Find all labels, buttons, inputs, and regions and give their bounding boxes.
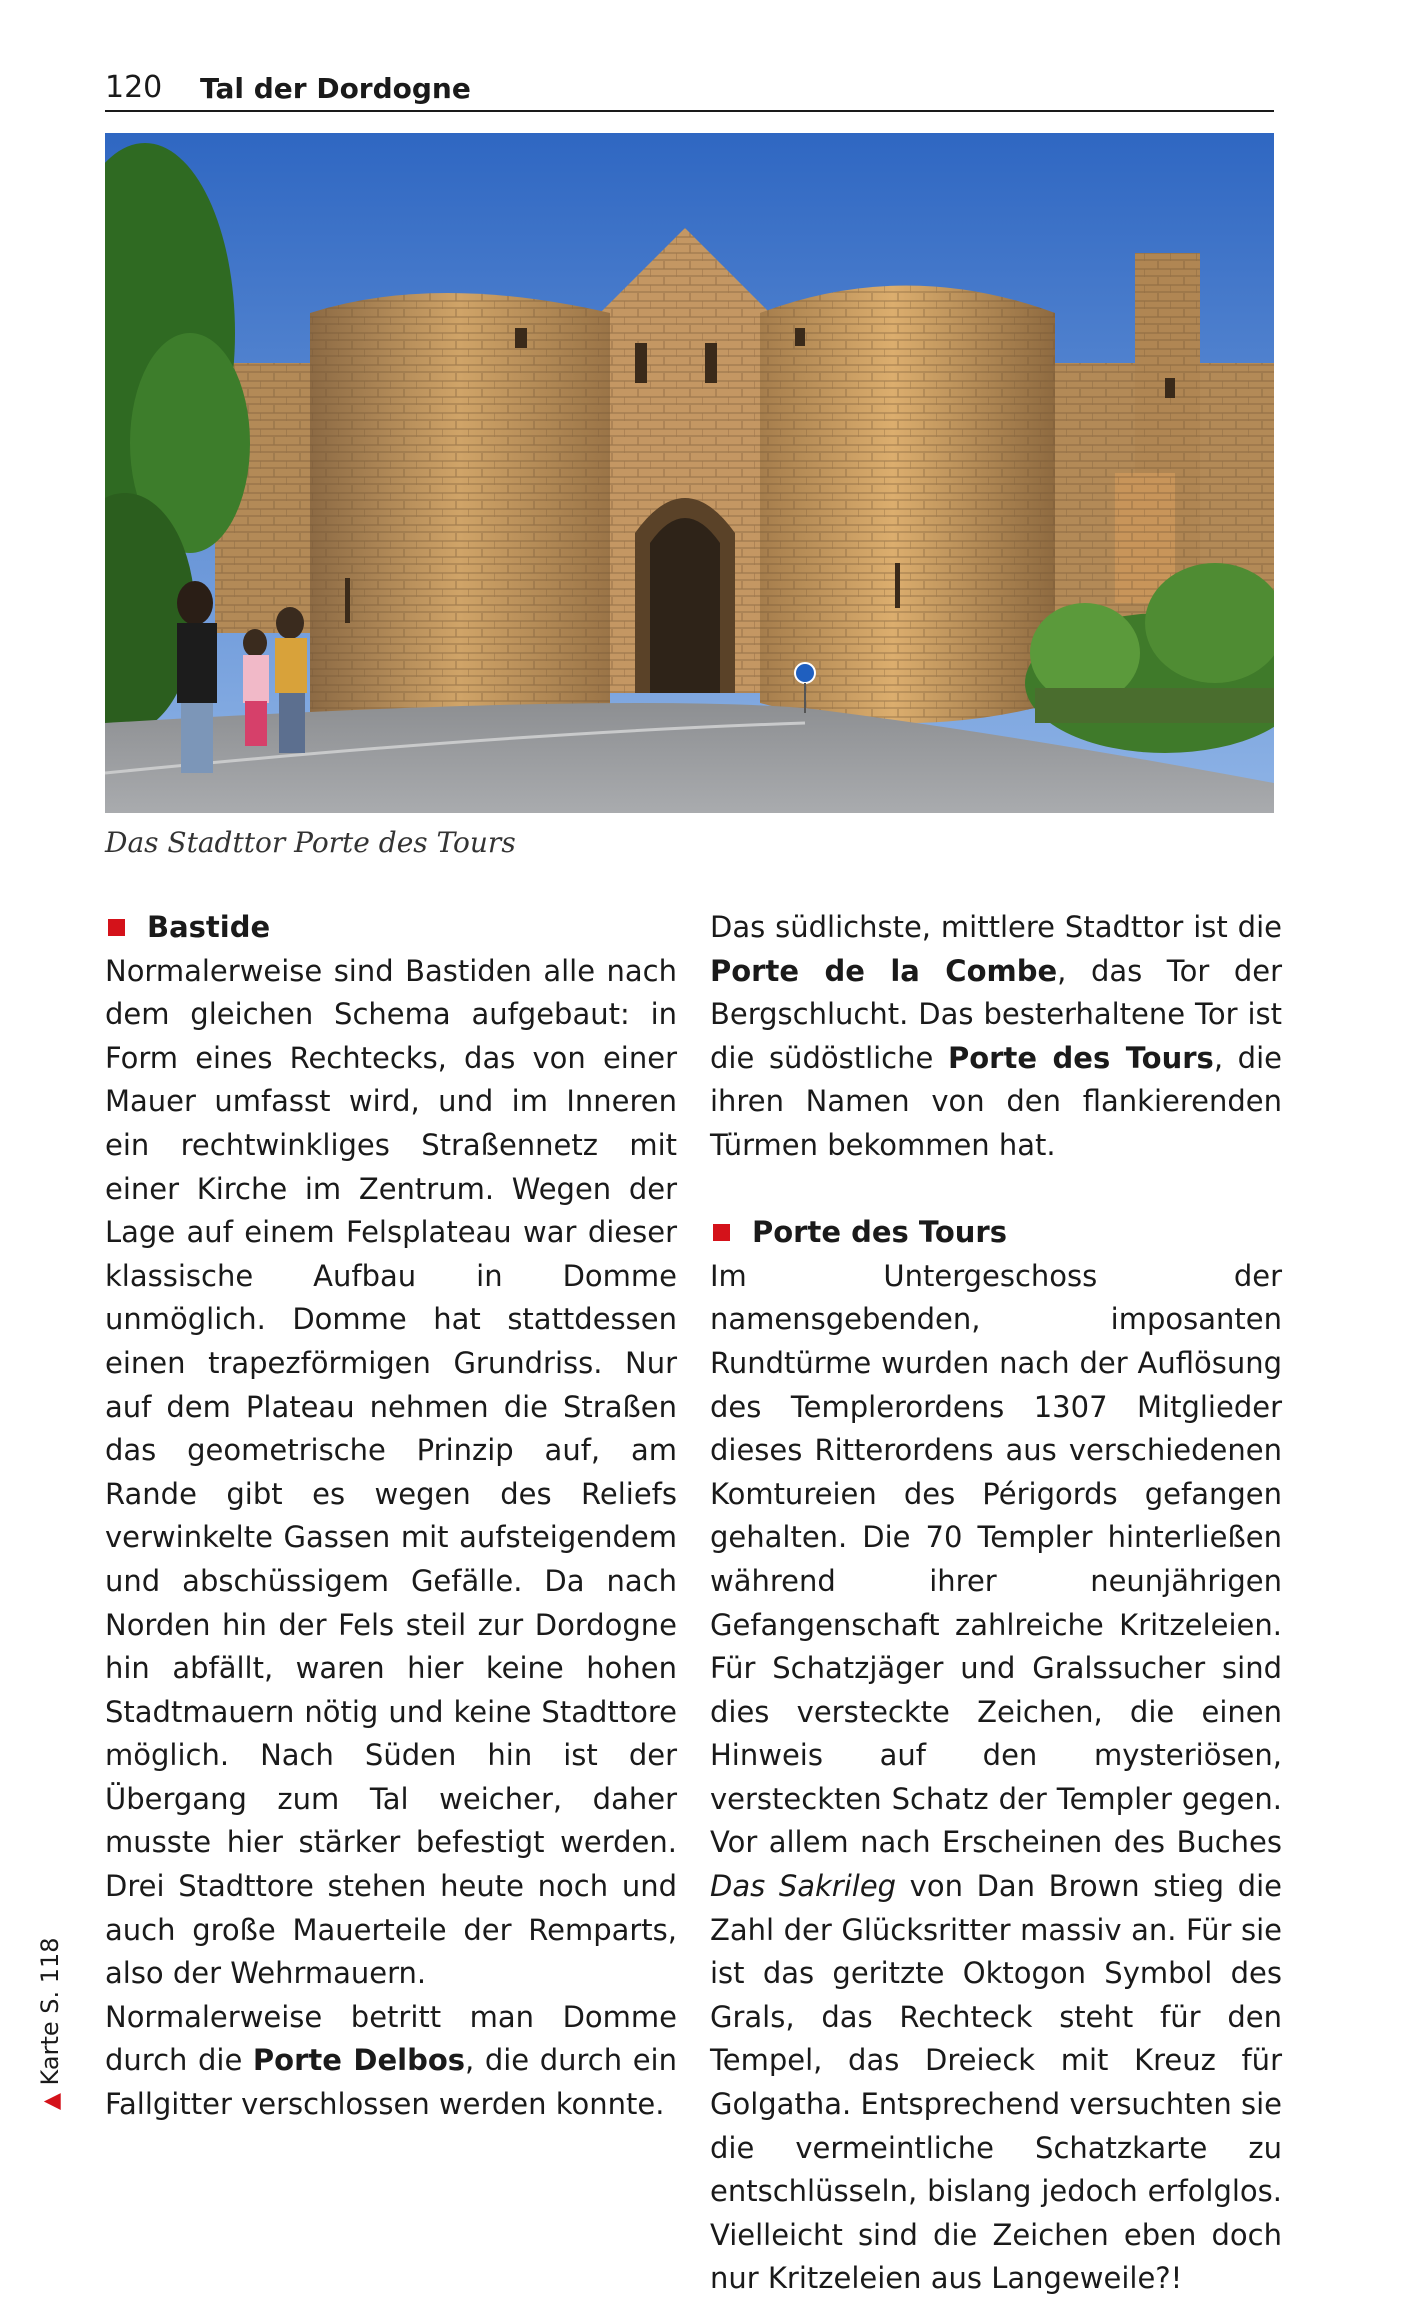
red-square-marker-icon [713, 1224, 730, 1241]
section-heading-porte-des-tours [710, 1211, 1282, 1255]
photo-caption: Das Stadttor Porte des Tours [105, 826, 516, 859]
paragraph-stadttore [105, 1996, 677, 2127]
text-run: Das südlichste, mittlere Stadttor ist die [710, 910, 1282, 944]
running-header [105, 66, 1274, 112]
heading-text: Bastide [147, 910, 271, 944]
text-run: Im Untergeschoss der namensgebenden, imposanten Rundtürme wurden nach der Auflösung des Templerordens 1307 Mitglieder dieses Ritterordens aus verschiedenen Komtureien des Périgords gefangen gehalten. Die 70 Templer hinterließen während ihrer neunjährigen Gefangenschaft zahlreiche Kritzeleien. Für Schatzjäger und Gralssucher sind dies versteckte Zeichen, die einen Hinweis auf den mysteriösen, versteckten Schatz der Templer gegen. Vor allem nach Erscheinen des Buches [710, 1258, 1282, 1860]
paragraph-stadttore-continued [710, 906, 1282, 1168]
text-column-left [105, 906, 677, 2127]
text-run: Normalerweise betritt man Domme durch die [105, 1999, 677, 2078]
text-column-right [710, 906, 1282, 2301]
term-porte-des-tours: Porte des Tours [948, 1040, 1214, 1075]
text-run: , die durch ein Fallgitter verschlossen werden konnte. [105, 2043, 677, 2122]
paragraph-bastide: Normalerweise sind Bastiden alle nach dem gleichen Schema aufgebaut: in Form eines Rechtecks, das von einer Mauer umfasst wird, und im Inneren ein rechtwinkliges Straßennetz mit einer Kirche im Zentrum. Wegen der Lage auf einem Felsplateau war dieser klassische Aufbau in Domme unmöglich. Domme hat stattdessen einen trapezförmigen Grundriss. Nur auf dem Plateau nehmen die Straßen das geometrische Prinzip auf, am Rande gibt es wegen des Reliefs verwinkelte Gassen mit aufsteigendem und abschüssigem Gefälle. Da nach Norden hin der Fels steil zur Dordogne hin abfällt, waren hier keine hohen Stadtmauern nötig und keine Stadttore möglich. Nach Süden hin ist der Übergang zum Tal weicher, daher musste hier stärker befestigt werden. Drei Stadttore stehen heute noch und auch große Mauerteile der Remparts, also der Wehrmauern. [105, 953, 677, 1991]
book-title-das-sakrileg: Das Sakrileg [710, 1869, 897, 1904]
map-reference [36, 1937, 64, 2110]
term-porte-de-la-combe: Porte de la Combe [710, 953, 1058, 988]
map-reference-text: Karte S. 118 [36, 1937, 64, 2086]
red-square-marker-icon [108, 919, 125, 936]
text-run: von Dan Brown stieg die Zahl der Glücksritter massiv an. Für sie ist das geritzte Oktogon Symbol des Grals, das Rechteck steht für den Tempel, das Dreieck mit Kreuz für Golgatha. Entsprechend versuchten sie die vermeintliche Schatzkarte zu entschlüsseln, bislang jedoch erfolglos. Vielleicht sind die Zeichen eben doch nur Kritzeleien aus Langeweile?! [710, 1869, 1282, 2296]
photo-porte-des-tours [105, 133, 1274, 813]
section-heading-bastide [105, 906, 677, 950]
text-run: , die ihren Namen von den flankierenden Türmen bekommen hat. [710, 1040, 1282, 1162]
chapter-title: Tal der Dordogne [200, 72, 471, 105]
text-run: , das Tor der Bergschlucht. Das besterhaltene Tor ist die südöstliche [710, 953, 1282, 1075]
term-porte-delbos: Porte Delbos [252, 2043, 466, 2078]
page-number: 120 [105, 70, 163, 105]
triangle-arrow-icon: ▲ [39, 2093, 64, 2110]
heading-text: Porte des Tours [752, 1215, 1007, 1250]
paragraph-porte-des-tours [710, 1255, 1282, 2301]
